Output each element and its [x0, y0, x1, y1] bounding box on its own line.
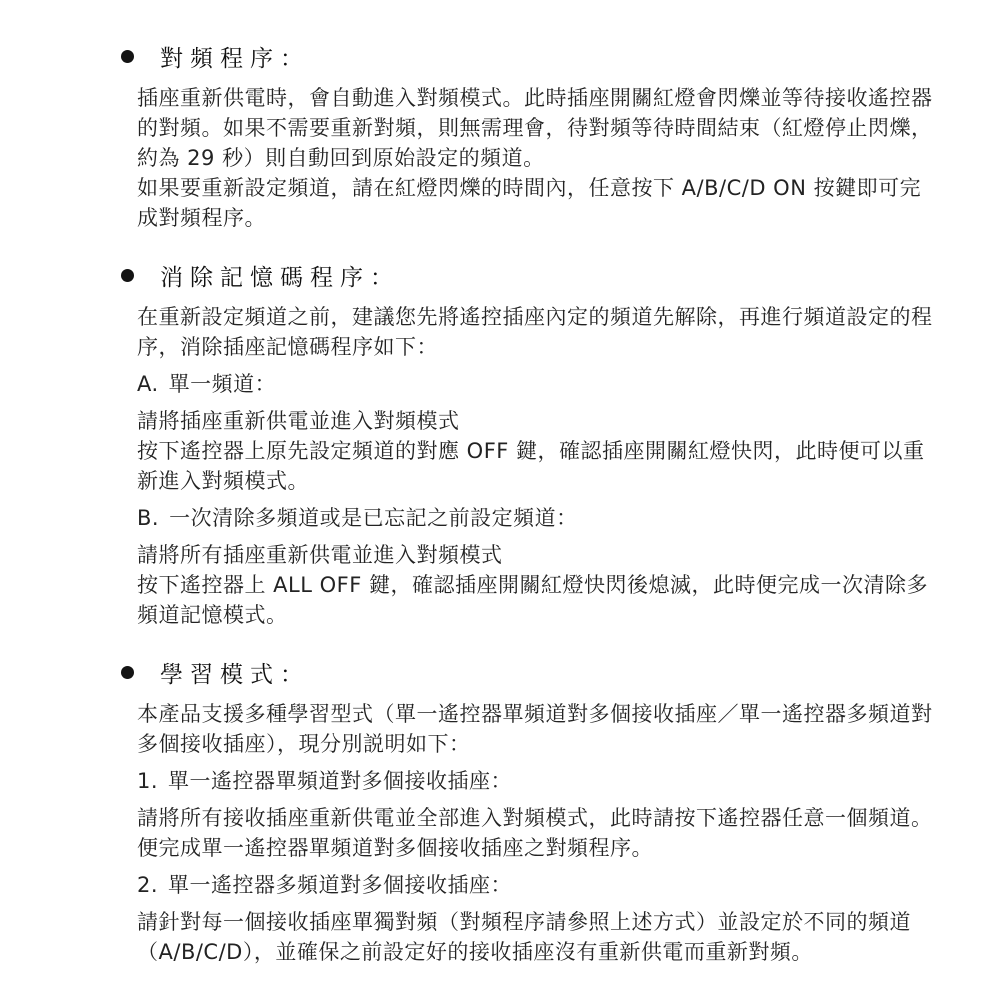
section-header [121, 656, 912, 688]
body-line: 請將所有插座重新供電並進入對頻模式 [137, 543, 503, 567]
body-line: 便完成單一遙控器單頻道對多個接收插座之對頻程序。 [137, 836, 653, 860]
body-line: 成對頻程序。 [137, 206, 266, 230]
paragraph [137, 406, 925, 496]
section-header [121, 259, 912, 291]
section-title: 學習模式： [160, 661, 310, 688]
body-line: 按下遙控器上原先設定頻道的對應 OFF 鍵，確認插座開關紅燈快閃，此時便可以重 [137, 439, 925, 463]
paragraph [137, 540, 928, 630]
item-title-single-remote-multi-channel [137, 870, 912, 900]
paragraph [137, 83, 933, 233]
body-line: 序，消除插座記憶碼程序如下： [137, 335, 438, 359]
body-line: 新進入對頻模式。 [137, 469, 309, 493]
body-line: 請將插座重新供電並進入對頻模式 [137, 409, 460, 433]
item-label: A. [137, 372, 159, 396]
section-pairing-procedure [137, 40, 933, 233]
body-line: 請針對每一個接收插座單獨對頻（對頻程序請參照上述方式）並設定於不同的頻道 [137, 910, 911, 934]
body-line: 頻道記憶模式。 [137, 603, 288, 627]
body-line: 請將所有接收插座重新供電並全部進入對頻模式，此時請按下遙控器任意一個頻道。 [137, 806, 933, 830]
body-line: 在重新設定頻道之前，建議您先將遙控插座內定的頻道先解除，再進行頻道設定的程 [137, 305, 933, 329]
item-heading: 一次清除多頻道或是已忘記之前設定頻道： [169, 506, 578, 530]
body-line: 本產品支援多種學習型式（單一遙控器單頻道對多個接收插座／單一遙控器多頻道對 [137, 702, 933, 726]
section-header [121, 40, 912, 72]
section-clear-memory-procedure [137, 259, 933, 630]
item-heading: 單一遙控器單頻道對多個接收插座： [168, 769, 513, 793]
paragraph [137, 907, 912, 967]
section-title: 對頻程序： [160, 45, 310, 72]
document-content [137, 40, 933, 967]
item-title-single-remote-single-channel [137, 766, 912, 796]
paragraph [137, 803, 933, 863]
bullet-icon [121, 50, 134, 63]
item-label: B. [137, 506, 160, 530]
item-label: 2. [137, 873, 159, 897]
section-intro [137, 699, 933, 759]
section-learning-mode [137, 656, 933, 967]
item-label: 1. [137, 769, 159, 793]
body-line: 的對頻。如果不需要重新對頻，則無需理會，待對頻等待時間結束（紅燈停止閃爍， [137, 116, 933, 140]
body-line: 插座重新供電時，會自動進入對頻模式。此時插座開關紅燈會閃爍並等待接收遙控器 [137, 86, 933, 110]
bullet-icon [121, 269, 134, 282]
body-line: 多個接收插座），現分別説明如下： [137, 732, 471, 756]
section-intro [137, 302, 933, 362]
item-title-single-channel [137, 369, 912, 399]
body-line: 約為 29 秒）則自動回到原始設定的頻道。 [137, 146, 545, 170]
item-title-clear-multi-channel [137, 503, 912, 533]
item-heading: 單一頻道： [168, 372, 277, 396]
bullet-icon [121, 666, 134, 679]
body-line: 按下遙控器上 ALL OFF 鍵，確認插座開關紅燈快閃後熄滅，此時便完成一次清除多 [137, 573, 928, 597]
section-title: 消除記憶碼程序： [160, 264, 400, 291]
body-line: 如果要重新設定頻道，請在紅燈閃爍的時間內，任意按下 A/B/C/D ON 按鍵即可完 [137, 176, 922, 200]
body-line: （A/B/C/D），並確保之前設定好的接收插座沒有重新供電而重新對頻。 [137, 940, 813, 964]
item-heading: 單一遙控器多頻道對多個接收插座： [168, 873, 513, 897]
